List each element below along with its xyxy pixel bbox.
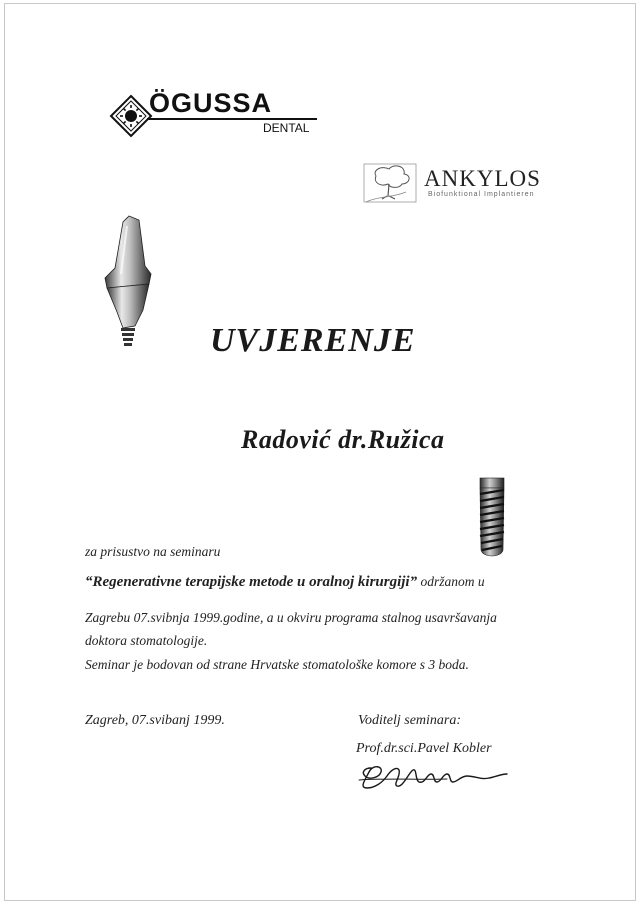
seminar-name: “Regenerativne terapijske metode u oralnoj kirurgiji” <box>85 574 418 590</box>
ankylos-logo <box>362 162 562 206</box>
ankylos-brand-name: ANKYLOS <box>424 166 541 191</box>
ogussa-dental-logo <box>109 88 321 142</box>
seminar-line <box>85 574 485 591</box>
implant-screw-icon <box>477 476 507 562</box>
ogussa-brand-name: ÖGUSSA <box>149 88 273 118</box>
handwritten-signature-icon <box>357 758 511 794</box>
ankylos-tagline: Biofunktional Implantieren <box>428 191 535 198</box>
certificate-title: UVJERENJE <box>210 322 416 359</box>
implant-abutment-icon <box>101 214 157 352</box>
ankylos-tree-icon <box>362 162 420 206</box>
leader-label: Voditelj seminara: <box>358 713 462 728</box>
recipient-name: Radović dr.Ružica <box>241 425 445 454</box>
ogussa-sun-diamond-icon <box>109 94 153 138</box>
certificate-page <box>4 3 636 901</box>
audience-line: doktora stomatologije. <box>85 633 208 648</box>
seminar-line-suffix: održanom u <box>417 574 485 589</box>
ogussa-brand-sub: DENTAL <box>263 121 310 135</box>
leader-name: Prof.dr.sci.Pavel Kobler <box>356 741 492 756</box>
place-date: Zagreb, 07.svibanj 1999. <box>85 713 225 728</box>
attendance-line: za prisustvo na seminaru <box>85 544 221 559</box>
credits-line: Seminar je bodovan od strane Hrvatske stomatološke komore s 3 boda. <box>85 657 469 672</box>
ogussa-logo-rule <box>147 118 317 120</box>
seminar-date-line: Zagrebu 07.svibnja 1999.godine, a u okviru programa stalnog usavršavanja <box>85 610 497 625</box>
